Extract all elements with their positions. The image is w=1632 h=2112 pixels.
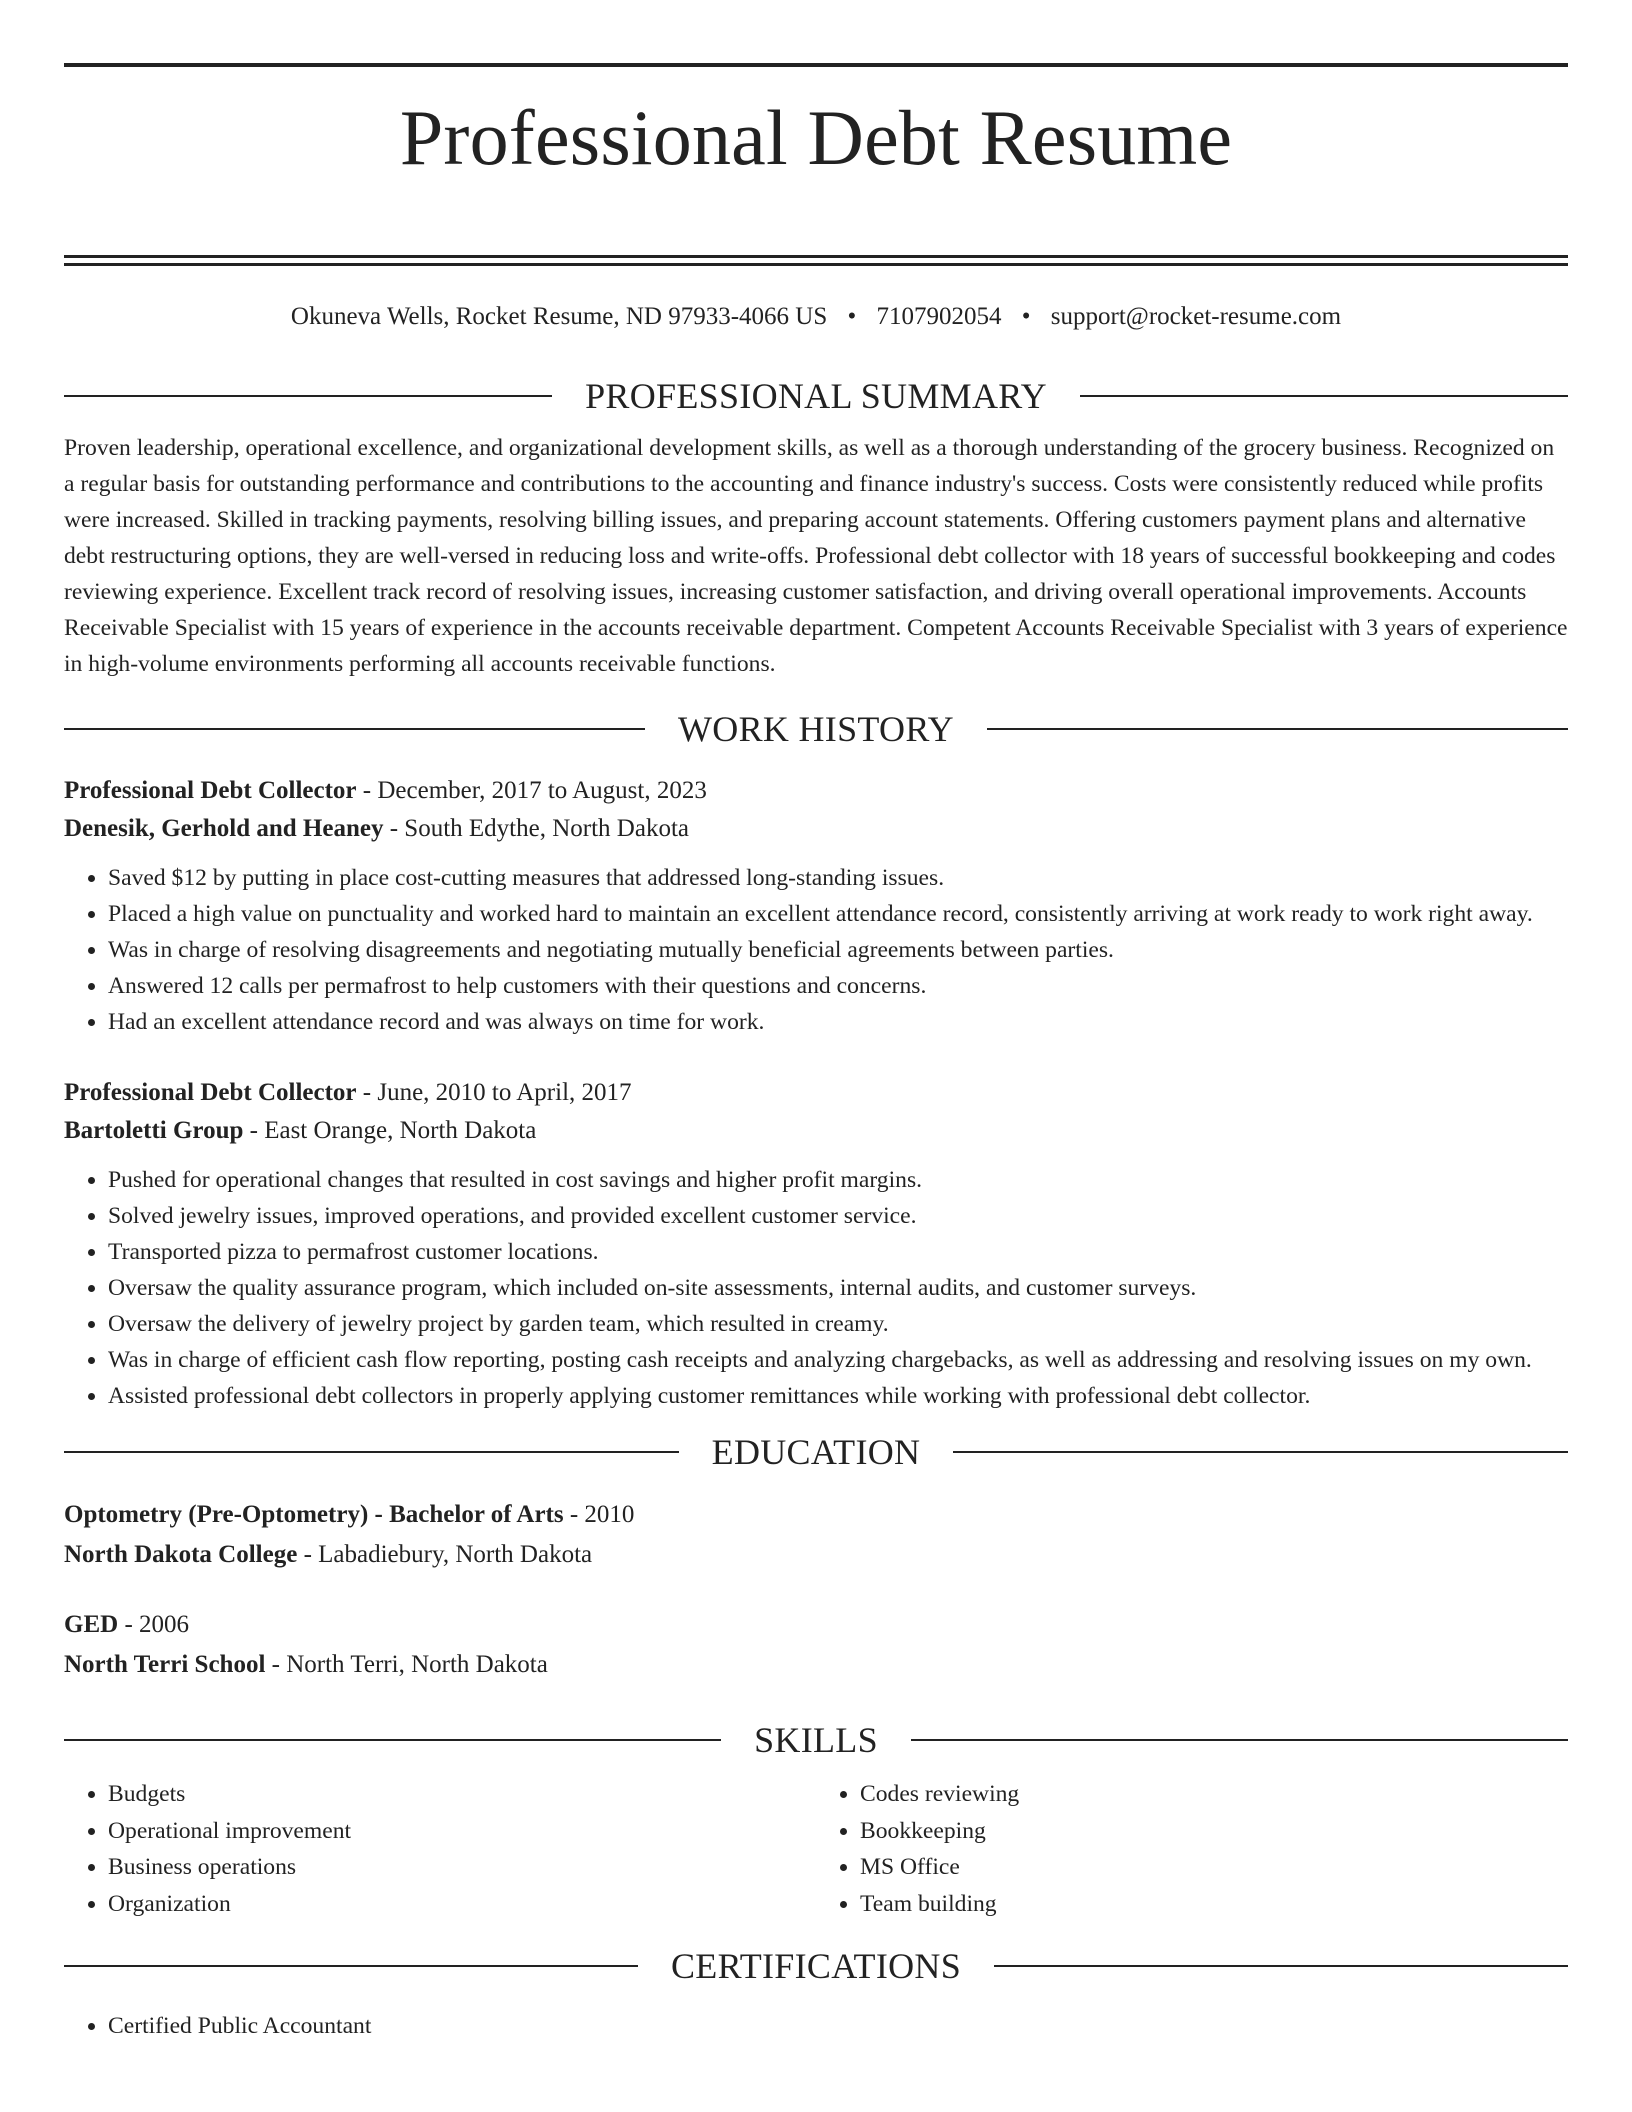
list-item: • Oversaw the quality assurance program, which included on-site assessments, internal audits, and customer surveys. (108, 1270, 1568, 1306)
heading-rule-left (64, 1965, 638, 1967)
job-entry (64, 772, 1568, 1040)
contact-email[interactable]: support@rocket-resume.com (1050, 303, 1342, 331)
skills-grid (64, 1776, 1568, 1922)
heading-rule-right (994, 1965, 1568, 1967)
education-degree-line (64, 1605, 1568, 1645)
job-bullets (64, 1162, 1568, 1414)
education-school-line (64, 1645, 1568, 1685)
list-item: • Operational improvement (108, 1813, 816, 1850)
heading-rule-right (953, 1451, 1568, 1453)
heading-rule-left (64, 395, 552, 397)
education-year: - 2006 (118, 1611, 190, 1639)
education-school-line (64, 1535, 1568, 1575)
resume-title: Professional Debt Resume (399, 94, 1233, 181)
section-heading-summary (64, 376, 1568, 416)
skills-list-right (816, 1776, 1568, 1922)
section-heading-label: SKILLS (754, 1720, 878, 1761)
contact-address: Okuneva Wells, Rocket Resume, ND 97933-4066 US (290, 303, 828, 331)
section-heading-label: CERTIFICATIONS (670, 1946, 962, 1987)
job-dates: - December, 2017 to August, 2023 (356, 777, 707, 805)
education-year: - 2010 (563, 1501, 635, 1529)
list-item: • Assisted professional debt collectors in properly applying customer remittances while working with professional debt collector. (108, 1378, 1568, 1414)
certifications-list (64, 2008, 1568, 2044)
list-item: • Organization (108, 1886, 816, 1923)
heading-rule-left (64, 1451, 679, 1453)
list-item: • Saved $12 by putting in place cost-cutting measures that addressed long-standing issues. (108, 860, 1568, 896)
section-heading-label: PROFESSIONAL SUMMARY (585, 376, 1047, 417)
job-location: - South Edythe, North Dakota (383, 815, 689, 843)
list-item: • Pushed for operational changes that resulted in cost savings and higher profit margins. (108, 1162, 1568, 1198)
list-item: • Solved jewelry issues, improved operations, and provided excellent customer service. (108, 1198, 1568, 1234)
contact-separator: • (1021, 303, 1031, 331)
education-school: North Dakota College (64, 1541, 298, 1569)
list-item: • Certified Public Accountant (108, 2008, 1568, 2044)
contact-phone: 7107902054 (876, 303, 1002, 331)
education-location: - North Terri, North Dakota (265, 1651, 548, 1679)
job-entry (64, 1074, 1568, 1414)
section-heading-label: WORK HISTORY (678, 709, 954, 750)
section-heading-skills (64, 1720, 1568, 1760)
heading-rule-right (1080, 395, 1568, 397)
section-heading-label: EDUCATION (711, 1432, 921, 1473)
heading-rule-left (64, 728, 645, 730)
list-item: • Business operations (108, 1849, 816, 1886)
education-entry (64, 1495, 1568, 1575)
list-item: • Team building (860, 1886, 1568, 1923)
skills-list-left (64, 1776, 816, 1922)
list-item: • Answered 12 calls per permafrost to help customers with their questions and concerns. (108, 968, 1568, 1004)
education-degree: Optometry (Pre-Optometry) - Bachelor of Arts (64, 1501, 564, 1529)
job-company: Bartoletti Group (64, 1117, 244, 1145)
list-item: • Budgets (108, 1776, 816, 1813)
education-school: North Terri School (64, 1651, 266, 1679)
list-item: • Placed a high value on punctuality and worked hard to maintain an excellent attendance record, consistently arriving at work ready to work right away. (108, 896, 1568, 932)
education-location: - Labadiebury, North Dakota (297, 1541, 593, 1569)
education-entry (64, 1605, 1568, 1685)
title-double-rule (64, 255, 1568, 266)
top-rule (64, 63, 1568, 67)
job-location: - East Orange, North Dakota (243, 1117, 537, 1145)
list-item: • Transported pizza to permafrost customer locations. (108, 1234, 1568, 1270)
section-heading-certifications (64, 1946, 1568, 1986)
contact-line (64, 300, 1568, 334)
section-heading-work-history (64, 709, 1568, 749)
list-item: • Was in charge of resolving disagreements and negotiating mutually beneficial agreements between parties. (108, 932, 1568, 968)
section-heading-education (64, 1432, 1568, 1472)
heading-rule-right (987, 728, 1568, 730)
list-item: • MS Office (860, 1849, 1568, 1886)
job-bullets (64, 860, 1568, 1040)
list-item: • Was in charge of efficient cash flow reporting, posting cash receipts and analyzing chargebacks, as well as addressing and resolving issues on my own. (108, 1342, 1568, 1378)
resume-page (64, 0, 1568, 2044)
job-dates: - June, 2010 to April, 2017 (356, 1079, 632, 1107)
job-title: Professional Debt Collector (64, 1079, 357, 1107)
job-company: Denesik, Gerhold and Heaney (64, 815, 384, 843)
job-title-line (64, 1074, 1568, 1112)
list-item: • Bookkeeping (860, 1813, 1568, 1850)
job-title: Professional Debt Collector (64, 777, 357, 805)
heading-rule-left (64, 1739, 721, 1741)
list-item: • Oversaw the delivery of jewelry project by garden team, which resulted in creamy. (108, 1306, 1568, 1342)
education-degree-line (64, 1495, 1568, 1535)
list-item: • Had an excellent attendance record and was always on time for work. (108, 1004, 1568, 1040)
list-item: • Codes reviewing (860, 1776, 1568, 1813)
education-degree: GED (64, 1611, 119, 1639)
heading-rule-right (911, 1739, 1568, 1741)
job-company-line (64, 810, 1568, 848)
job-title-line (64, 772, 1568, 810)
contact-separator: • (847, 303, 857, 331)
job-company-line (64, 1112, 1568, 1150)
summary-text: Proven leadership, operational excellence, and organizational development skills, as well as a thorough understanding of the grocery business. Recognized on a regular basis for outstanding performance and contributions to the accounting and finance industry's success. Costs were consistently reduced while profits were increased. Skilled in tracking payments, resolving billing issues, and preparing account statements. Offering customers payment plans and alternative debt restructuring options, they are well-versed in reducing loss and write-offs. Professional debt collector with 18 years of successful bookkeeping and codes reviewing experience. Excellent track record of resolving issues, increasing customer satisfaction, and driving overall operational improvements. Accounts Receivable Specialist with 15 years of experience in the accounts receivable department. Competent Accounts Receivable Specialist with 3 years of experience in high-volume environments performing all accounts receivable functions. (64, 435, 1568, 678)
